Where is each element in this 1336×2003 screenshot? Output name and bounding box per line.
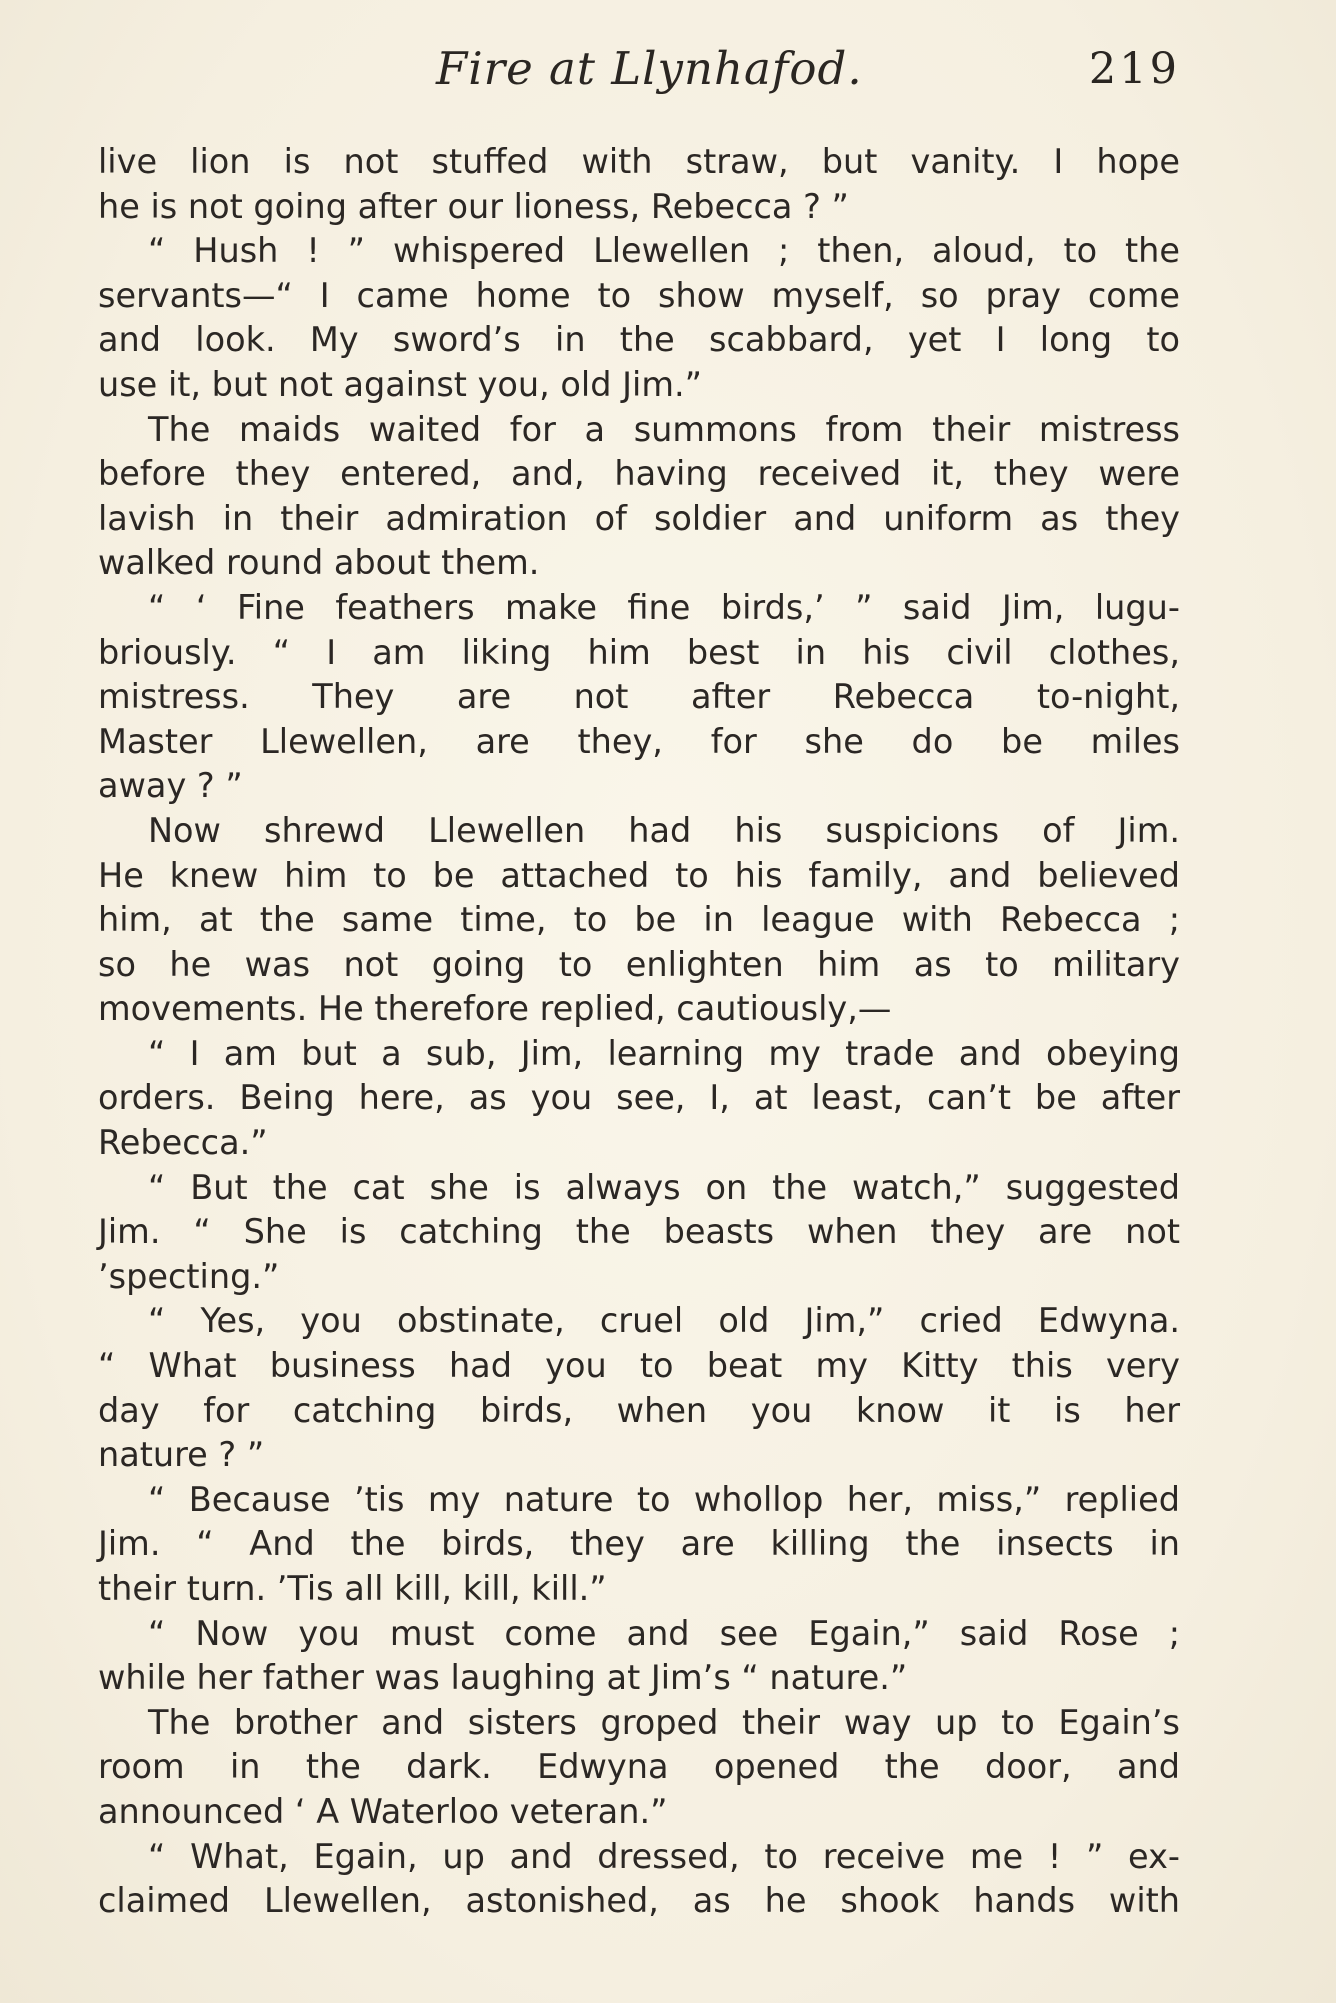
text-line: “ What, Egain, up and dressed, to receive me ! ” ex- [148,1836,1180,1876]
text-line: Jim. “ And the birds, they are killing the insects in [98,1524,1180,1564]
text-line: so he was not going to enlighten him as to military [98,944,1180,984]
text-line: day for catching birds, when you know it is her [98,1390,1180,1430]
text-line: use it, but not against you, old Jim.” [98,364,702,404]
text-line: He knew him to be attached to his family, and believed [98,855,1180,895]
text-line: “ Because ’tis my nature to whollop her, miss,” replied [148,1479,1180,1519]
running-title: Fire at Llynhafod. [436,42,863,95]
text-line: mistress. They are not after Rebecca to-night, [98,677,1180,717]
text-line: and look. My sword’s in the scabbard, yet I long to [98,320,1180,360]
text-line: he is not going after our lioness, Rebecca ? ” [98,186,849,226]
text-line: Now shrewd Llewellen had his suspicions of Jim. [148,810,1180,850]
text-line: walked round about them. [98,543,540,583]
text-line: “ What business had you to beat my Kitty this very [98,1346,1180,1386]
text-line: “ Hush ! ” whispered Llewellen ; then, aloud, to the [148,231,1180,271]
text-line: movements. He therefore replied, cautiously,— [98,989,892,1029]
text-line: him, at the same time, to be in league with Rebecca ; [98,900,1180,940]
text-line: “ But the cat she is always on the watch,” suggested [148,1167,1180,1207]
text-line: live lion is not stuffed with straw, but vanity. I hope [98,142,1180,181]
text-line: briously. “ I am liking him best in his civil clothes, [98,632,1180,672]
text-line: Rebecca.” [98,1123,268,1163]
running-head [98,42,1180,102]
text-line: their turn. ’Tis all kill, kill, kill.” [98,1569,607,1608]
text-line: room in the dark. Edwyna opened the door, and [98,1747,1180,1787]
text-line: The brother and sisters groped their way up to Egain’s [148,1702,1180,1742]
text-line: The maids waited for a summons from their mistress [148,409,1180,449]
text-line: before they entered, and, having received it, they were [98,454,1180,494]
text-line: claimed Llewellen, astonished, as he shook hands with [98,1881,1180,1921]
text-line: Master Llewellen, are they, for she do be miles [98,721,1180,761]
text-line: servants—“ I came home to show myself, so pray come [98,275,1180,315]
text-line: “ Yes, you obstinate, cruel old Jim,” cried Edwyna. [148,1301,1180,1341]
text-line: “ I am but a sub, Jim, learning my trade and obeying [148,1033,1180,1073]
text-line: ’specting.” [98,1256,280,1296]
text-line: “ ‘ Fine feathers make fine birds,’ ” said Jim, lugu- [148,587,1180,627]
text-line: away ? ” [98,766,243,806]
text-line: Jim. “ She is catching the beasts when they are not [98,1212,1180,1252]
text-line: orders. Being here, as you see, I, at least, can’t be after [98,1078,1180,1118]
body-text [98,140,1180,1924]
text-line: nature ? ” [98,1435,265,1475]
page-number: 219 [1088,44,1180,94]
text-line: while her father was laughing at Jim’s “ nature.” [98,1658,908,1698]
text-line: “ Now you must come and see Egain,” said Rose ; [148,1613,1180,1653]
text-line: announced ‘ A Waterloo veteran.” [98,1791,668,1831]
text-line: lavish in their admiration of soldier and uniform as they [98,498,1180,538]
